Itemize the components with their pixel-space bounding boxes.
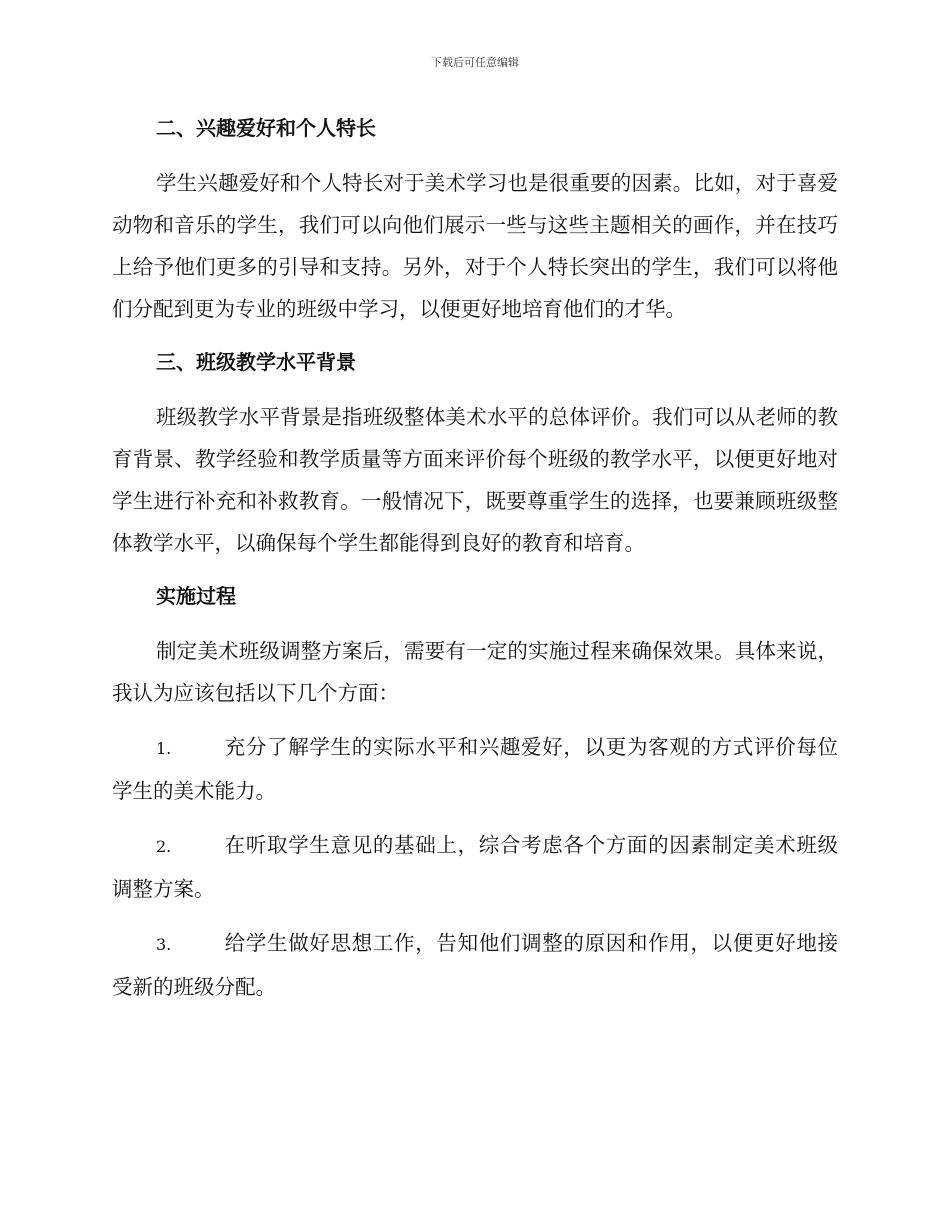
list-item bbox=[112, 824, 838, 910]
list-item-text: 在听取学生意见的基础上，综合考虑各个方面的因素制定美术班级调整方案。 bbox=[112, 833, 838, 901]
list-item-number: 3. bbox=[156, 935, 172, 954]
section-heading-interests: 二、兴趣爱好和个人特长 bbox=[156, 116, 376, 140]
document-body bbox=[112, 108, 838, 1008]
list-item bbox=[112, 726, 838, 812]
paragraph-implementation: 制定美术班级调整方案后，需要有一定的实施过程来确保效果。具体来说，我认为应该包括以下几个方面： bbox=[112, 639, 838, 705]
section-heading-implementation: 实施过程 bbox=[156, 584, 236, 608]
paragraph-teaching-level: 班级教学水平背景是指班级整体美术水平的总体评价。我们可以从老师的教育背景、教学经验和教学质量等方面来评价每个班级的教学水平，以便更好地对学生进行补充和补救教育。一般情况下，既要尊重学生的选择，也要兼顾班级整体教学水平，以确保每个学生都能得到良好的教育和培育。 bbox=[112, 405, 838, 555]
list-item-text: 充分了解学生的实际水平和兴趣爱好，以更为客观的方式评价每位学生的美术能力。 bbox=[112, 735, 838, 803]
section-heading-teaching-level: 三、班级教学水平背景 bbox=[156, 350, 356, 374]
list-item-number: 2. bbox=[156, 837, 172, 856]
list-item-text: 给学生做好思想工作，告知他们调整的原因和作用，以便更好地接受新的班级分配。 bbox=[112, 931, 838, 999]
paragraph-interests: 学生兴趣爱好和个人特长对于美术学习也是很重要的因素。比如，对于喜爱动物和音乐的学生，我们可以向他们展示一些与这些主题相关的画作，并在技巧上给予他们更多的引导和支持。另外，对于个人特长突出的学生，我们可以将他们分配到更为专业的班级中学习，以便更好地培育他们的才华。 bbox=[112, 171, 838, 321]
list-item bbox=[112, 922, 838, 1008]
list-item-number: 1. bbox=[156, 739, 172, 758]
page-header-note: 下载后可任意编辑 bbox=[431, 56, 519, 69]
